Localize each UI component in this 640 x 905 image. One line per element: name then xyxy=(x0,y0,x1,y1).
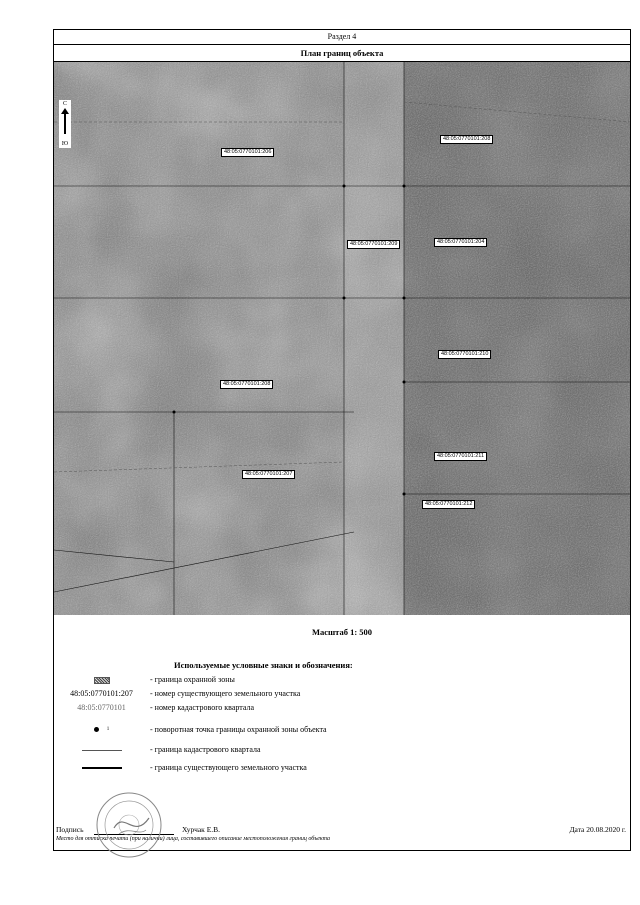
legend-item xyxy=(54,744,554,756)
legend-item xyxy=(54,688,554,700)
legend-item xyxy=(54,724,554,736)
legend-symbol xyxy=(54,762,149,774)
legend-symbol: 48:05:0770101:207 xyxy=(70,689,133,698)
north-label: С xyxy=(62,101,67,107)
parcel-label: 48:05:0770101:208 xyxy=(220,380,273,389)
parcel-label: 48:05:0770101:208 xyxy=(440,135,493,144)
section-header: Раздел 4 xyxy=(54,30,630,45)
signer-name: Хурчак Е.В. xyxy=(182,825,221,834)
south-label: Ю xyxy=(61,141,69,147)
north-arrow-icon xyxy=(59,100,71,148)
legend-description: - номер существующего земельного участка xyxy=(150,689,301,698)
legend-description: - граница кадастрового квартала xyxy=(150,745,261,754)
parcel-label: 48:05:0770101:204 xyxy=(434,238,487,247)
legend-symbol xyxy=(54,724,149,736)
parcel-label: 48:05:0770101:206 xyxy=(221,148,274,157)
legend-description: - номер кадастрового квартала xyxy=(150,703,255,712)
legend-description: - граница существующего земельного участка xyxy=(150,763,307,772)
thick-line-icon xyxy=(82,767,122,769)
parcel-label: 48:05:0770101:210 xyxy=(438,350,491,359)
hatch-icon xyxy=(94,677,110,684)
map-scale: Масштаб 1: 500 xyxy=(311,627,373,637)
legend-description: - поворотная точка границы охранной зоны объекта xyxy=(150,725,327,734)
arrow-icon xyxy=(64,112,66,134)
legend-title: Используемые условные знаки и обозначения: xyxy=(174,660,353,670)
parcel-label: 48:05:0770101:207 xyxy=(242,470,295,479)
legend-symbol xyxy=(54,674,149,688)
legend-item xyxy=(54,702,554,714)
boundary-map xyxy=(54,62,630,615)
map-graphic xyxy=(54,62,630,615)
thin-line-icon xyxy=(82,750,122,751)
parcel-label: 48:05:0770101:212 xyxy=(422,500,475,509)
signature-label: Подпись xyxy=(56,825,84,834)
document-frame xyxy=(53,29,631,851)
legend-item xyxy=(54,762,554,774)
plan-title: План границ объекта xyxy=(54,45,630,62)
legend-symbol xyxy=(54,744,149,756)
legend-item xyxy=(54,674,554,686)
signature-date: Дата 20.08.2020 г. xyxy=(569,825,626,834)
parcel-label: 48:05:0770101:211 xyxy=(434,452,487,461)
seal-stamp-icon xyxy=(94,790,164,860)
legend-symbol: 48:05:0770101 xyxy=(77,703,126,712)
parcel-label: 48:05:0770101:209 xyxy=(347,240,400,249)
point-number: 1 xyxy=(106,727,110,732)
point-icon xyxy=(94,727,99,732)
stamp-footnote: Место для оттиска печати (при наличии) лица, составившего описание местоположения границ объекта xyxy=(56,836,331,842)
legend-description: - граница охранной зоны xyxy=(150,675,235,684)
